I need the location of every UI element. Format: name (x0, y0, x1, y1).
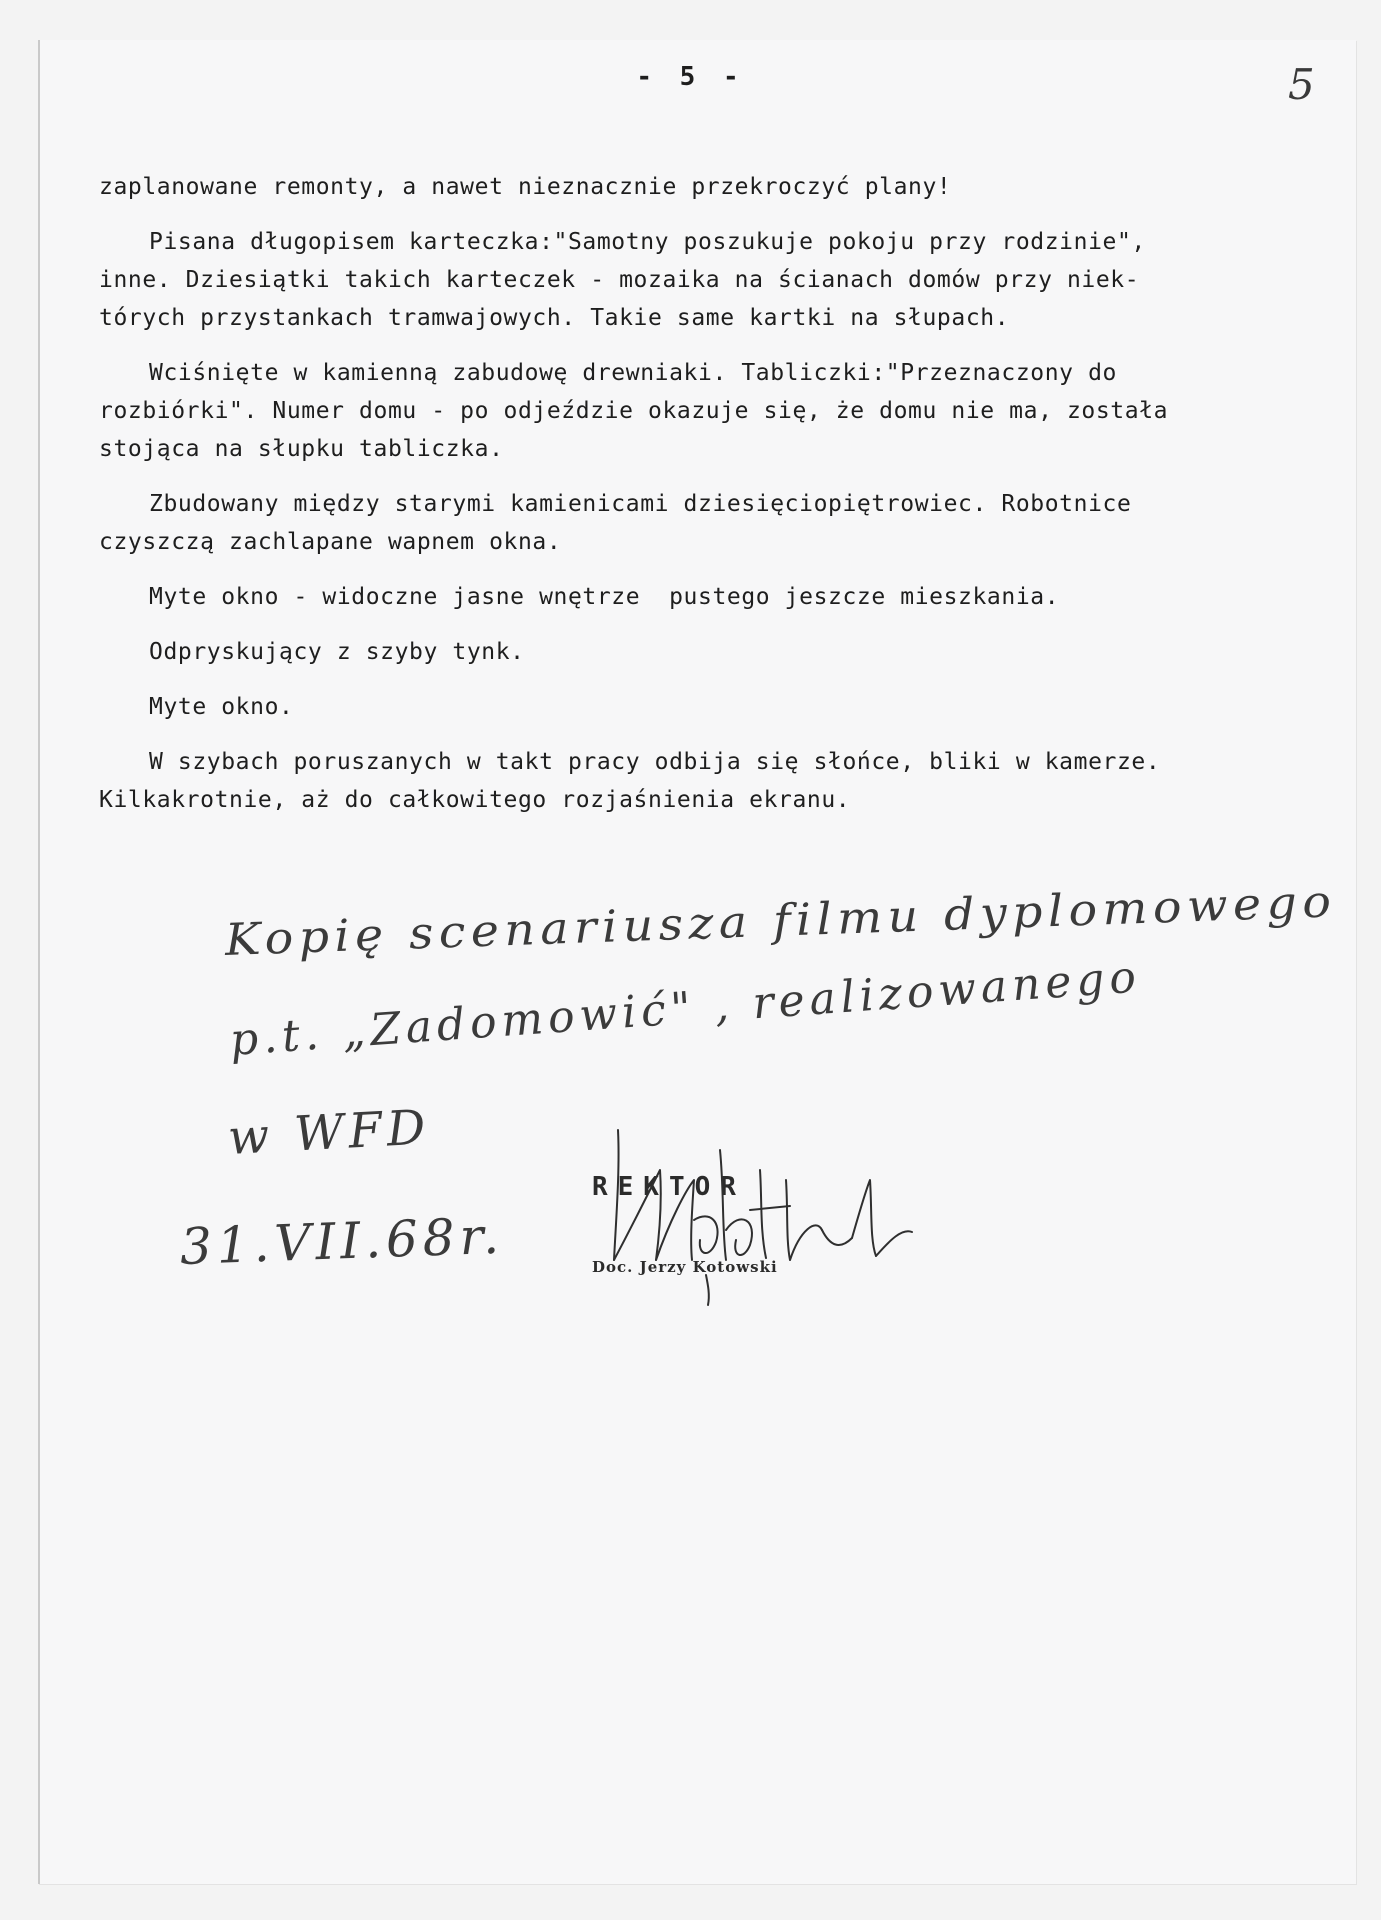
text-line: Zbudowany między starymi kamienicami dziesięciopiętrowiec. Robotnice (149, 491, 1132, 517)
text-line: W szybach poruszanych w takt pracy odbija się słońce, bliki w kamerze. (149, 749, 1161, 775)
text-line: Pisana długopisem karteczka:"Samotny poszukuje pokoju przy rodzinie", (149, 229, 1146, 255)
page-number: - 5 - (636, 62, 745, 92)
text-line: tórych przystankach tramwajowych. Takie same kartki na słupach. (99, 305, 1010, 331)
rector-stamp-name: Doc. Jerzy Kotowski (592, 1258, 778, 1276)
handwritten-note-line-3: w WFD (226, 1099, 432, 1166)
archive-page-number: 5 (1288, 60, 1315, 109)
text-line: stojąca na słupku tabliczka. (99, 436, 504, 462)
rector-stamp-title: REKTOR (592, 1172, 746, 1202)
text-line: Kilkakrotnie, aż do całkowitego rozjaśnienia ekranu. (99, 787, 851, 813)
handwritten-signature (590, 1110, 950, 1310)
text-line: zaplanowane remonty, a nawet nieznacznie przekroczyć plany! (99, 174, 952, 200)
text-line: Myte okno. (149, 694, 294, 720)
text-line: Wciśnięte w kamienną zabudowę drewniaki. Tabliczki:"Przeznaczony do (149, 360, 1117, 386)
text-line: inne. Dziesiątki takich karteczek - mozaika na ścianach domów przy niek- (99, 267, 1140, 293)
text-line: rozbiórki". Numer domu - po odjeździe okazuje się, że domu nie ma, została (99, 398, 1169, 424)
text-line: Odpryskujący z szyby tynk. (149, 639, 525, 665)
handwritten-note-line-1: Kopię scenariusza filmu dyplomowego (224, 876, 1338, 966)
handwritten-note-line-2: p.t. „Zadomowić" , realizowanego (228, 951, 1143, 1066)
handwritten-date: 31.VII.68r. (178, 1206, 505, 1276)
text-line: Myte okno - widoczne jasne wnętrze pustego jeszcze mieszkania. (149, 584, 1060, 610)
text-line: czyszczą zachlapane wapnem okna. (99, 529, 562, 555)
